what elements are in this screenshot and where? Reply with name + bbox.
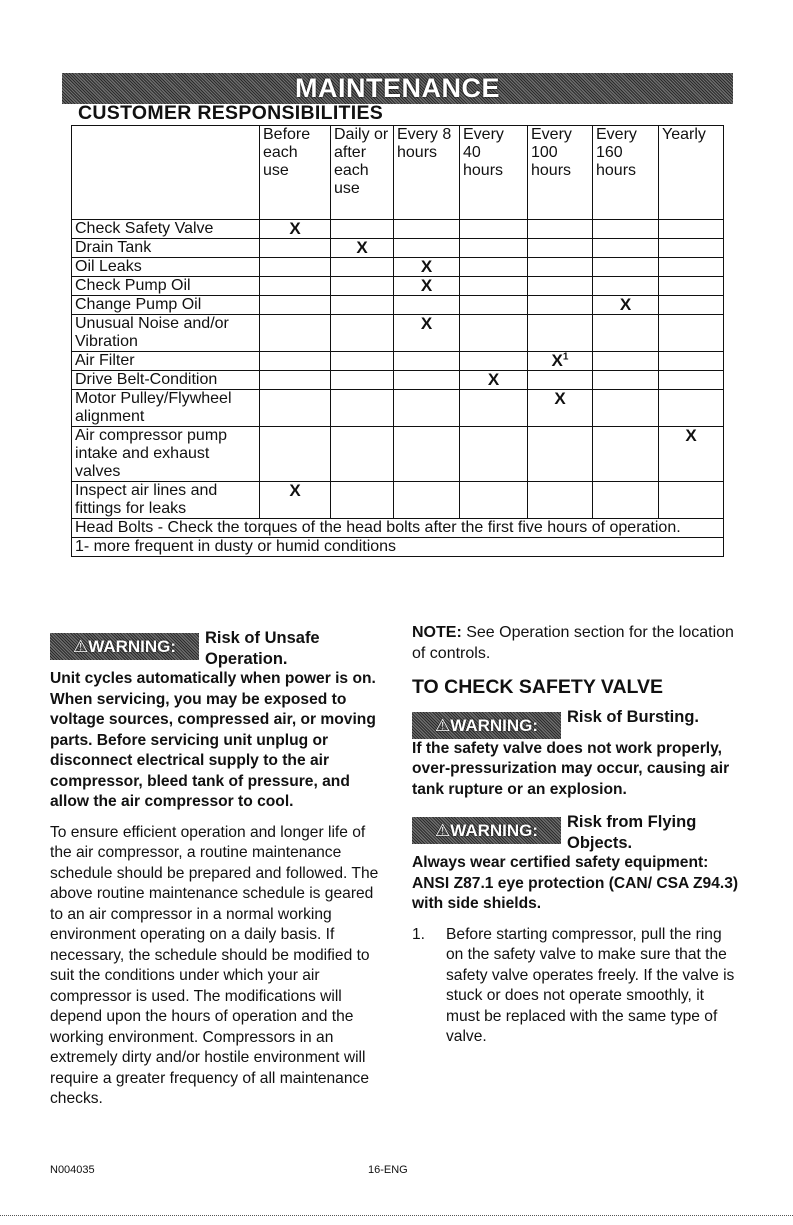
schedule-cell	[394, 239, 460, 258]
table-row	[72, 482, 724, 519]
task-cell: Drain Tank	[72, 239, 260, 258]
schedule-cell	[260, 239, 331, 258]
maintenance-banner: MAINTENANCE	[62, 73, 733, 104]
column-header: Every 100 hours	[528, 126, 593, 220]
schedule-cell	[331, 315, 394, 352]
table-body	[72, 220, 724, 557]
table-row	[72, 296, 724, 315]
schedule-cell	[260, 258, 331, 277]
schedule-cell	[659, 296, 724, 315]
maintenance-paragraph: To ensure efficient operation and longer life of the air compressor, a routine maintenance schedule should be prepared and followed. The above routine maintenance schedule is geared to an air compressor in a normal working environment operating on a daily basis. If necessary, the schedule should be modified to suit the conditions under which your air compressor is used. The modifications will depend upon the hours of operation and the working environment. Compressors in an extremely dirty and/or hostile environment will require a greater frequency of all maintenance checks.	[50, 823, 379, 1107]
schedule-cell	[593, 277, 659, 296]
schedule-cell: X	[593, 296, 659, 315]
schedule-cell	[593, 220, 659, 239]
schedule-cell	[460, 427, 528, 482]
table-row	[72, 315, 724, 352]
task-cell: Check Pump Oil	[72, 277, 260, 296]
schedule-cell	[659, 315, 724, 352]
step-number: 1.	[412, 925, 426, 943]
table-row	[72, 427, 724, 482]
schedule-cell	[528, 482, 593, 519]
schedule-cell	[659, 352, 724, 371]
schedule-cell	[593, 258, 659, 277]
schedule-cell	[260, 277, 331, 296]
warning-badge: ⚠WARNING:	[412, 712, 561, 739]
warning-title: Risk from Flying Objects.	[567, 813, 697, 852]
schedule-cell	[394, 220, 460, 239]
warning-title: Risk of Bursting.	[567, 707, 700, 726]
table-header-row	[72, 126, 724, 220]
schedule-cell	[331, 258, 394, 277]
schedule-cell	[394, 371, 460, 390]
footnote-marker: 1	[562, 351, 569, 363]
schedule-cell	[528, 371, 593, 390]
schedule-cell	[528, 277, 593, 296]
schedule-cell	[659, 239, 724, 258]
schedule-cell: X	[394, 258, 460, 277]
task-cell: Motor Pulley/Flywheel alignment	[72, 390, 260, 427]
schedule-cell	[659, 258, 724, 277]
schedule-cell: X	[331, 239, 394, 258]
column-header: Every 160 hours	[593, 126, 659, 220]
schedule-cell: X	[460, 371, 528, 390]
schedule-cell	[528, 220, 593, 239]
schedule-cell	[260, 371, 331, 390]
check-safety-valve-title: TO CHECK SAFETY VALVE	[412, 676, 664, 698]
footnote-row-text: 1- more frequent in dusty or humid conditions	[72, 538, 724, 557]
schedule-cell	[528, 296, 593, 315]
table-row	[72, 371, 724, 390]
schedule-cell	[260, 352, 331, 371]
task-cell: Air compressor pump intake and exhaust valves	[72, 427, 260, 482]
schedule-cell	[260, 390, 331, 427]
schedule-cell	[394, 352, 460, 371]
customer-responsibilities-heading: CUSTOMER RESPONSIBILITIES	[78, 102, 384, 124]
schedule-cell	[260, 427, 331, 482]
head-bolts-note-text: Head Bolts - Check the torques of the head bolts after the first five hours of operation.	[72, 519, 724, 538]
warning-title: Risk of Unsafe Operation.	[205, 629, 320, 668]
schedule-cell	[593, 315, 659, 352]
schedule-cell	[659, 482, 724, 519]
step-text: Before starting compressor, pull the ring on the safety valve to make sure that the safety valve operates freely. If the valve is stuck or does not operate smoothly, it must be replaced with the same type of valve.	[446, 925, 735, 1045]
warning-badge: ⚠WARNING:	[50, 633, 199, 660]
flying-objects-warning	[412, 812, 742, 915]
column-header: Every 8 hours	[394, 126, 460, 220]
left-column	[50, 628, 386, 1110]
schedule-cell	[659, 371, 724, 390]
schedule-mark-footnoted	[528, 352, 593, 371]
task-cell: Drive Belt-Condition	[72, 371, 260, 390]
warning-text: Always wear certified safety equipment: ANSI Z87.1 eye protection (CAN/ CSA Z94.3) with side shields.	[412, 854, 739, 912]
table-row	[72, 277, 724, 296]
schedule-cell	[331, 390, 394, 427]
schedule-cell	[659, 390, 724, 427]
task-cell: Unusual Noise and/or Vibration	[72, 315, 260, 352]
schedule-cell	[528, 258, 593, 277]
warning-text: Unit cycles automatically when power is on. When servicing, you may be exposed to voltage sources, compressed air, or moving parts. Before servicing unit unplug or disconnect electrical supply to the air compressor, bleed tank of pressure, and allow the air compressor to cool.	[50, 670, 376, 810]
schedule-cell	[394, 296, 460, 315]
schedule-cell	[460, 277, 528, 296]
right-column	[412, 623, 742, 1048]
schedule-cell	[394, 427, 460, 482]
warning-text: If the safety valve does not work properly, over-pressurization may occur, causing air tank rupture or an explosion.	[412, 739, 730, 798]
schedule-cell	[331, 482, 394, 519]
schedule-cell	[528, 427, 593, 482]
schedule-cell: X	[260, 482, 331, 519]
schedule-cell: X	[528, 390, 593, 427]
column-header: Before each use	[260, 126, 331, 220]
schedule-cell	[260, 296, 331, 315]
note-label: NOTE:	[412, 624, 462, 641]
schedule-cell	[394, 390, 460, 427]
schedule-mark: X	[551, 351, 563, 370]
table-row	[72, 258, 724, 277]
page-number: 16-ENG	[368, 1164, 408, 1176]
schedule-cell	[460, 315, 528, 352]
column-header: Yearly	[659, 126, 724, 220]
schedule-cell	[460, 482, 528, 519]
schedule-cell	[460, 239, 528, 258]
schedule-cell	[460, 220, 528, 239]
task-cell: Oil Leaks	[72, 258, 260, 277]
schedule-cell	[460, 352, 528, 371]
schedule-cell	[460, 258, 528, 277]
table-row	[72, 352, 724, 371]
maintenance-schedule-table	[71, 125, 724, 557]
schedule-cell	[331, 296, 394, 315]
column-header: Daily or after each use	[331, 126, 394, 220]
table-row	[72, 390, 724, 427]
table-row	[72, 220, 724, 239]
step-1	[412, 925, 742, 1048]
schedule-cell: X	[260, 220, 331, 239]
schedule-cell	[331, 427, 394, 482]
column-header: Every 40 hours	[460, 126, 528, 220]
warning-badge: ⚠WARNING:	[412, 817, 561, 844]
footnote-row	[72, 538, 724, 557]
schedule-cell: X	[394, 277, 460, 296]
schedule-cell	[331, 371, 394, 390]
bottom-edge-line	[0, 1215, 793, 1216]
head-bolts-note	[72, 519, 724, 538]
note-text: See Operation section for the location of controls.	[412, 624, 734, 662]
document-code: N004035	[50, 1164, 95, 1176]
task-cell: Change Pump Oil	[72, 296, 260, 315]
schedule-cell	[394, 482, 460, 519]
schedule-cell	[659, 220, 724, 239]
schedule-cell	[593, 482, 659, 519]
schedule-cell	[593, 427, 659, 482]
table-row	[72, 239, 724, 258]
schedule-cell	[659, 277, 724, 296]
task-cell: Check Safety Valve	[72, 220, 260, 239]
schedule-cell	[331, 220, 394, 239]
schedule-cell	[593, 371, 659, 390]
task-cell: Inspect air lines and fittings for leaks	[72, 482, 260, 519]
schedule-cell	[593, 390, 659, 427]
schedule-cell	[331, 277, 394, 296]
note	[412, 623, 742, 664]
column-header	[72, 126, 260, 220]
bursting-warning	[412, 707, 742, 801]
task-cell: Air Filter	[72, 352, 260, 371]
schedule-cell: X	[394, 315, 460, 352]
schedule-cell: X	[659, 427, 724, 482]
schedule-cell	[593, 352, 659, 371]
schedule-cell	[331, 352, 394, 371]
schedule-cell	[460, 390, 528, 427]
schedule-cell	[528, 239, 593, 258]
schedule-cell	[528, 315, 593, 352]
schedule-cell	[593, 239, 659, 258]
unsafe-operation-warning	[50, 628, 386, 813]
schedule-cell	[260, 315, 331, 352]
schedule-cell	[460, 296, 528, 315]
